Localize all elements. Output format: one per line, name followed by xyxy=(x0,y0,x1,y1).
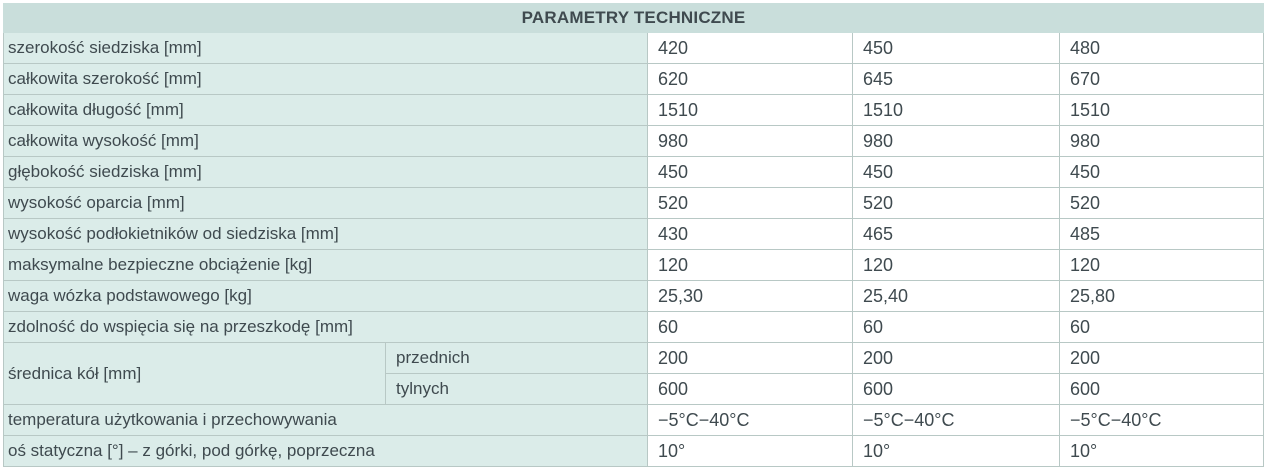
row-label: zdolność do wspięcia się na przeszkodę [mm] xyxy=(4,312,648,343)
row-value: 980 xyxy=(648,126,853,157)
row-label: oś statyczna [°] – z górki, pod górkę, poprzeczna xyxy=(4,436,648,467)
row-label: głębokość siedziska [mm] xyxy=(4,157,648,188)
row-label: temperatura użytkowania i przechowywania xyxy=(4,405,648,436)
row-value: 645 xyxy=(853,64,1060,95)
row-value: 980 xyxy=(853,126,1060,157)
row-value: 200 xyxy=(648,343,853,374)
row-value: 120 xyxy=(648,250,853,281)
row-value: 60 xyxy=(1060,312,1264,343)
table-row xyxy=(4,219,1264,250)
row-label: szerokość siedziska [mm] xyxy=(4,33,648,64)
row-value: 10° xyxy=(853,436,1060,467)
table-header-row xyxy=(4,4,1264,33)
row-value: 450 xyxy=(853,33,1060,64)
row-value: 450 xyxy=(1060,157,1264,188)
row-value: 25,40 xyxy=(853,281,1060,312)
row-value: 980 xyxy=(1060,126,1264,157)
table-row xyxy=(4,157,1264,188)
row-value: −5°C−40°C xyxy=(1060,405,1264,436)
table-row xyxy=(4,64,1264,95)
row-value: 25,30 xyxy=(648,281,853,312)
row-label: całkowita długość [mm] xyxy=(4,95,648,126)
row-value: 465 xyxy=(853,219,1060,250)
row-value: 430 xyxy=(648,219,853,250)
row-label: całkowita wysokość [mm] xyxy=(4,126,648,157)
wheel-front-label: przednich xyxy=(386,343,648,374)
row-label: całkowita szerokość [mm] xyxy=(4,64,648,95)
table-row xyxy=(4,188,1264,219)
table-row xyxy=(4,405,1264,436)
wheel-diameter-label: średnica kół [mm] xyxy=(4,343,386,405)
row-value: 25,80 xyxy=(1060,281,1264,312)
row-label: wysokość oparcia [mm] xyxy=(4,188,648,219)
row-value: 10° xyxy=(648,436,853,467)
row-value: 620 xyxy=(648,64,853,95)
row-value: 10° xyxy=(1060,436,1264,467)
row-value: 520 xyxy=(1060,188,1264,219)
row-value: 670 xyxy=(1060,64,1264,95)
table-row xyxy=(4,312,1264,343)
table-row xyxy=(4,250,1264,281)
row-value: 450 xyxy=(853,157,1060,188)
row-value: 420 xyxy=(648,33,853,64)
row-value: 450 xyxy=(648,157,853,188)
row-value: 120 xyxy=(1060,250,1264,281)
table-row xyxy=(4,281,1264,312)
row-value: 600 xyxy=(648,374,853,405)
row-value: 485 xyxy=(1060,219,1264,250)
specs-table-container xyxy=(3,3,1263,467)
row-value: 520 xyxy=(648,188,853,219)
row-value: 1510 xyxy=(1060,95,1264,126)
row-value: −5°C−40°C xyxy=(648,405,853,436)
table-row-wheel-front xyxy=(4,343,1264,374)
row-value: 200 xyxy=(853,343,1060,374)
table-row xyxy=(4,126,1264,157)
row-label: waga wózka podstawowego [kg] xyxy=(4,281,648,312)
row-label: maksymalne bezpieczne obciążenie [kg] xyxy=(4,250,648,281)
table-row xyxy=(4,436,1264,467)
row-value: 1510 xyxy=(648,95,853,126)
table-row xyxy=(4,95,1264,126)
row-value: 60 xyxy=(648,312,853,343)
row-value: 520 xyxy=(853,188,1060,219)
row-value: 600 xyxy=(1060,374,1264,405)
row-label: wysokość podłokietników od siedziska [mm] xyxy=(4,219,648,250)
row-value: 480 xyxy=(1060,33,1264,64)
technical-parameters-table xyxy=(3,3,1264,467)
row-value: −5°C−40°C xyxy=(853,405,1060,436)
row-value: 200 xyxy=(1060,343,1264,374)
row-value: 60 xyxy=(853,312,1060,343)
row-value: 600 xyxy=(853,374,1060,405)
table-title: PARAMETRY TECHNICZNE xyxy=(4,4,1264,33)
row-value: 120 xyxy=(853,250,1060,281)
row-value: 1510 xyxy=(853,95,1060,126)
wheel-rear-label: tylnych xyxy=(386,374,648,405)
table-row xyxy=(4,33,1264,64)
